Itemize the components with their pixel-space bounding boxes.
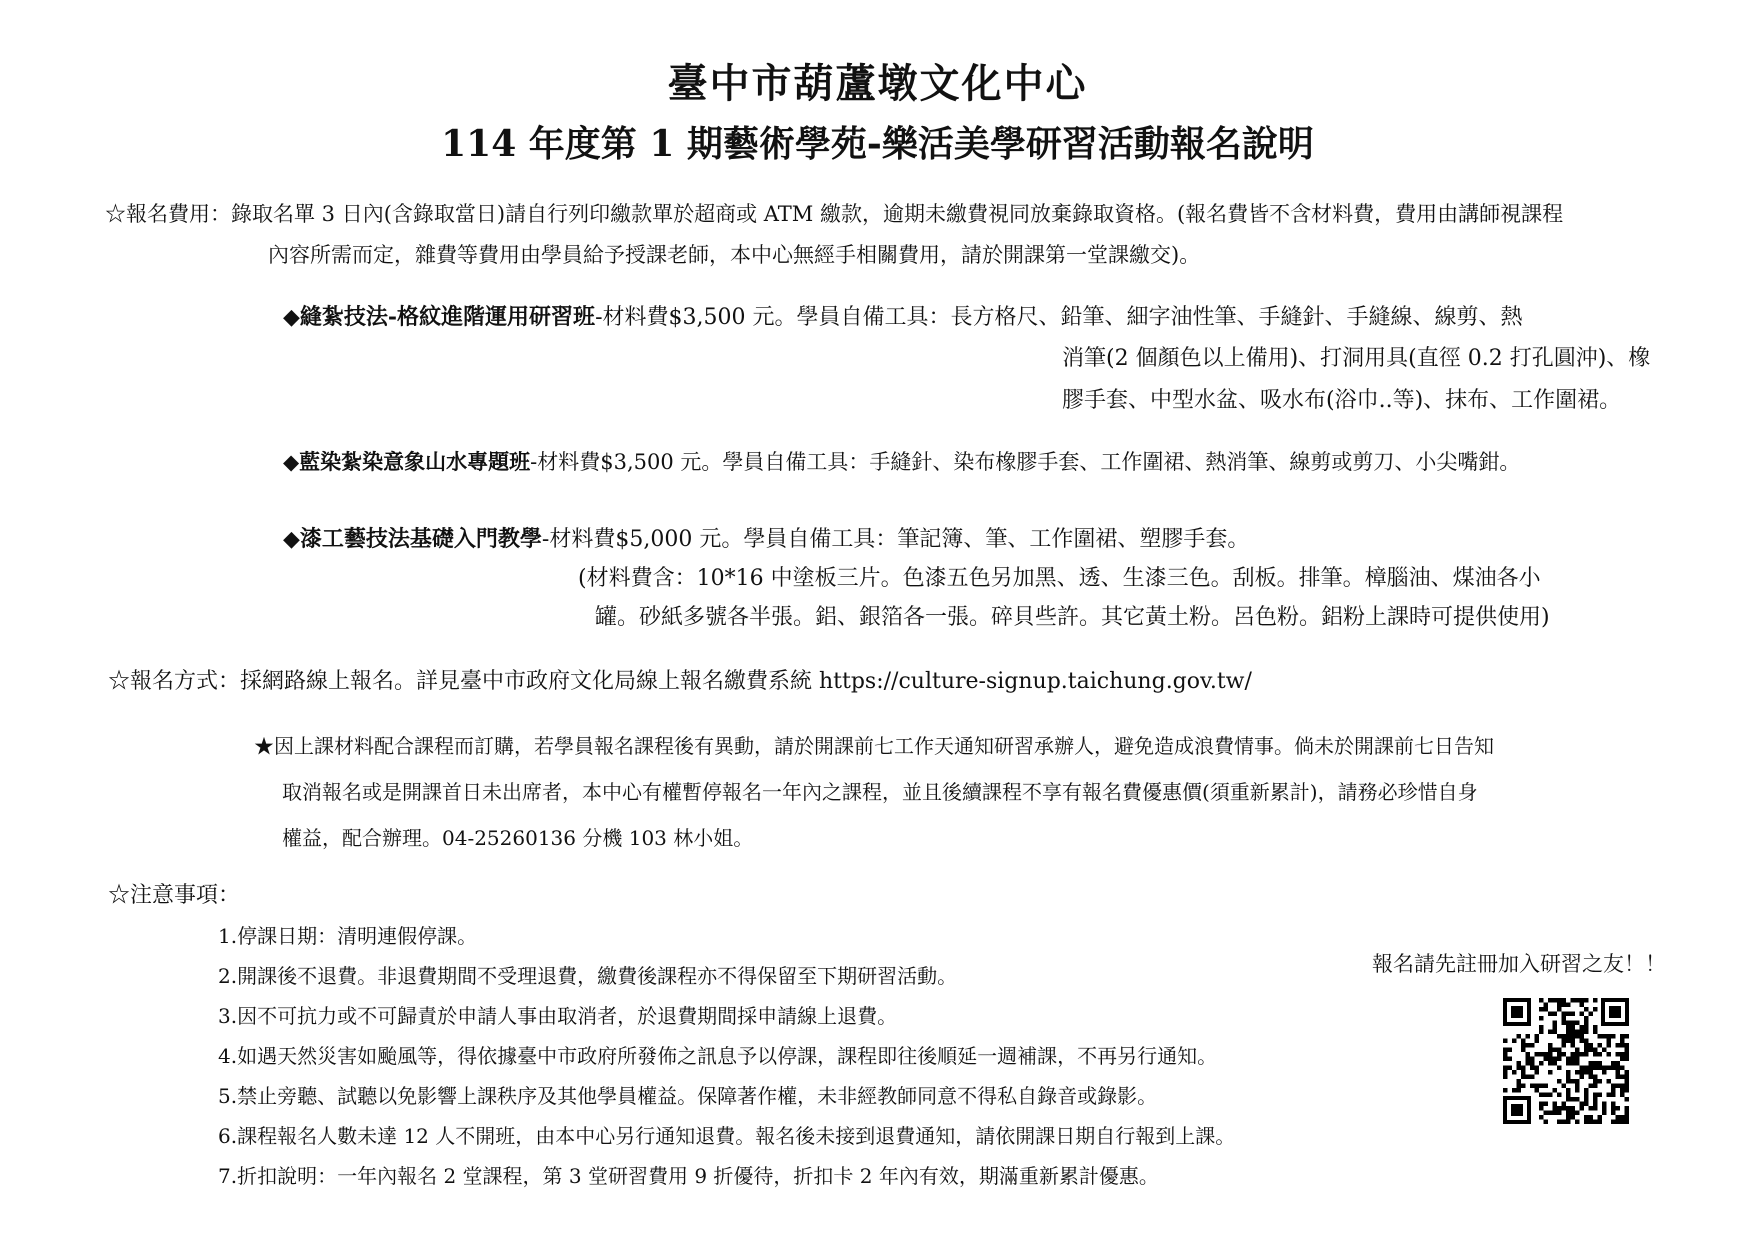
course-1-name: ◆縫紮技法-格紋進階運用研習班 [283,304,596,330]
signup-method: ☆報名方式：採網路線上報名。詳見臺中市政府文化局線上報名繳費系統 https://culture-signup.taichung.gov.tw/ [108,669,1252,694]
course-1-line-1 [283,300,1522,331]
course-2-line [283,446,1520,476]
notice-line-2: 取消報名或是開課首日未出席者，本中心有權暫停報名一年內之課程，並且後續課程不享有報名費優惠價(須重新累計)，請務必珍惜自身 [282,780,1478,804]
fee-line-2: 內容所需而定，雜費等費用由學員給予授課老師，本中心無經手相關費用，請於開課第一堂課繳交)。 [268,243,1201,267]
notice-line-3: 權益，配合辦理。04-25260136 分機 103 林小姐。 [282,826,754,850]
note-item: 2.開課後不退費。非退費期間不受理退費，繳費後課程亦不得保留至下期研習活動。 [218,964,958,988]
course-1-line-3: 膠手套、中型水盆、吸水布(浴巾..等)、抹布、工作圍裙。 [1062,388,1622,413]
course-1-line-2: 消筆(2 個顏色以上備用)、打洞用具(直徑 0.2 打孔圓沖)、橡 [1062,346,1651,371]
fee-line-1: ☆報名費用：錄取名單 3 日內(含錄取當日)請自行列印繳款單於超商或 ATM 繳款，逾期未繳費視同放棄錄取資格。(報名費皆不含材料費，費用由講師視課程 [105,202,1564,226]
note-item: 3.因不可抗力或不可歸責於申請人事由取消者，於退費期間採申請線上退費。 [218,1004,898,1028]
course-3-materials-2: 罐。砂紙多號各半張。鋁、銀箔各一張。碎貝些許。其它黃土粉。呂色粉。鋁粉上課時可提供使用) [595,605,1550,630]
qr-code[interactable] [1503,998,1629,1124]
note-item: 7.折扣說明：一年內報名 2 堂課程，第 3 堂研習費用 9 折優待，折扣卡 2 年內有效，期滿重新累計優惠。 [218,1164,1159,1188]
course-2-name: ◆藍染紮染意象山水專題班 [283,449,531,474]
note-item: 5.禁止旁聽、試聽以免影響上課秩序及其他學員權益。保障著作權，未非經教師同意不得私自錄音或錄影。 [218,1084,1158,1108]
note-item: 6.課程報名人數未達 12 人不開班，由本中心另行通知退費。報名後未接到退費通知，請依開課日期自行報到上課。 [218,1124,1236,1148]
notice-line-1: ★因上課材料配合課程而訂購，若學員報名課程後有異動，請於開課前七工作天通知研習承辦人，避免造成浪費情事。倘未於開課前七日告知 [254,734,1494,758]
notes-heading: ☆注意事項： [108,883,241,908]
note-item: 4.如遇天然災害如颱風等，得依據臺中市政府所發佈之訊息予以停課，課程即往後順延一週補課，不再另行通知。 [218,1044,1218,1068]
organization-name: 臺中市葫蘆墩文化中心 [667,60,1088,107]
register-hint: 報名請先註冊加入研習之友！！ [1372,952,1666,976]
course-3-fee: -材料費$5,000 元。學員自備工具：筆記簿、筆、工作圍裙、塑膠手套。 [541,527,1250,552]
course-3-line-1 [283,522,1249,553]
course-1-fee: -材料費$3,500 元。學員自備工具：長方格尺、鉛筆、細字油性筆、手縫針、手縫線、線剪、熱 [595,305,1523,330]
course-3-materials-1: (材料費含：10*16 中塗板三片。色漆五色另加黑、透、生漆三色。刮板。排筆。樟腦油、煤油各小 [578,566,1541,591]
page-title: 114 年度第 1 期藝術學苑-樂活美學研習活動報名說明 [441,123,1314,165]
note-item: 1.停課日期：清明連假停課。 [218,924,478,948]
course-3-name: ◆漆工藝技法基礎入門教學 [283,526,542,552]
course-2-fee: -材料費$3,500 元。學員自備工具：手縫針、染布橡膠手套、工作圍裙、熱消筆、線剪或剪刀、小尖嘴鉗。 [530,450,1521,474]
